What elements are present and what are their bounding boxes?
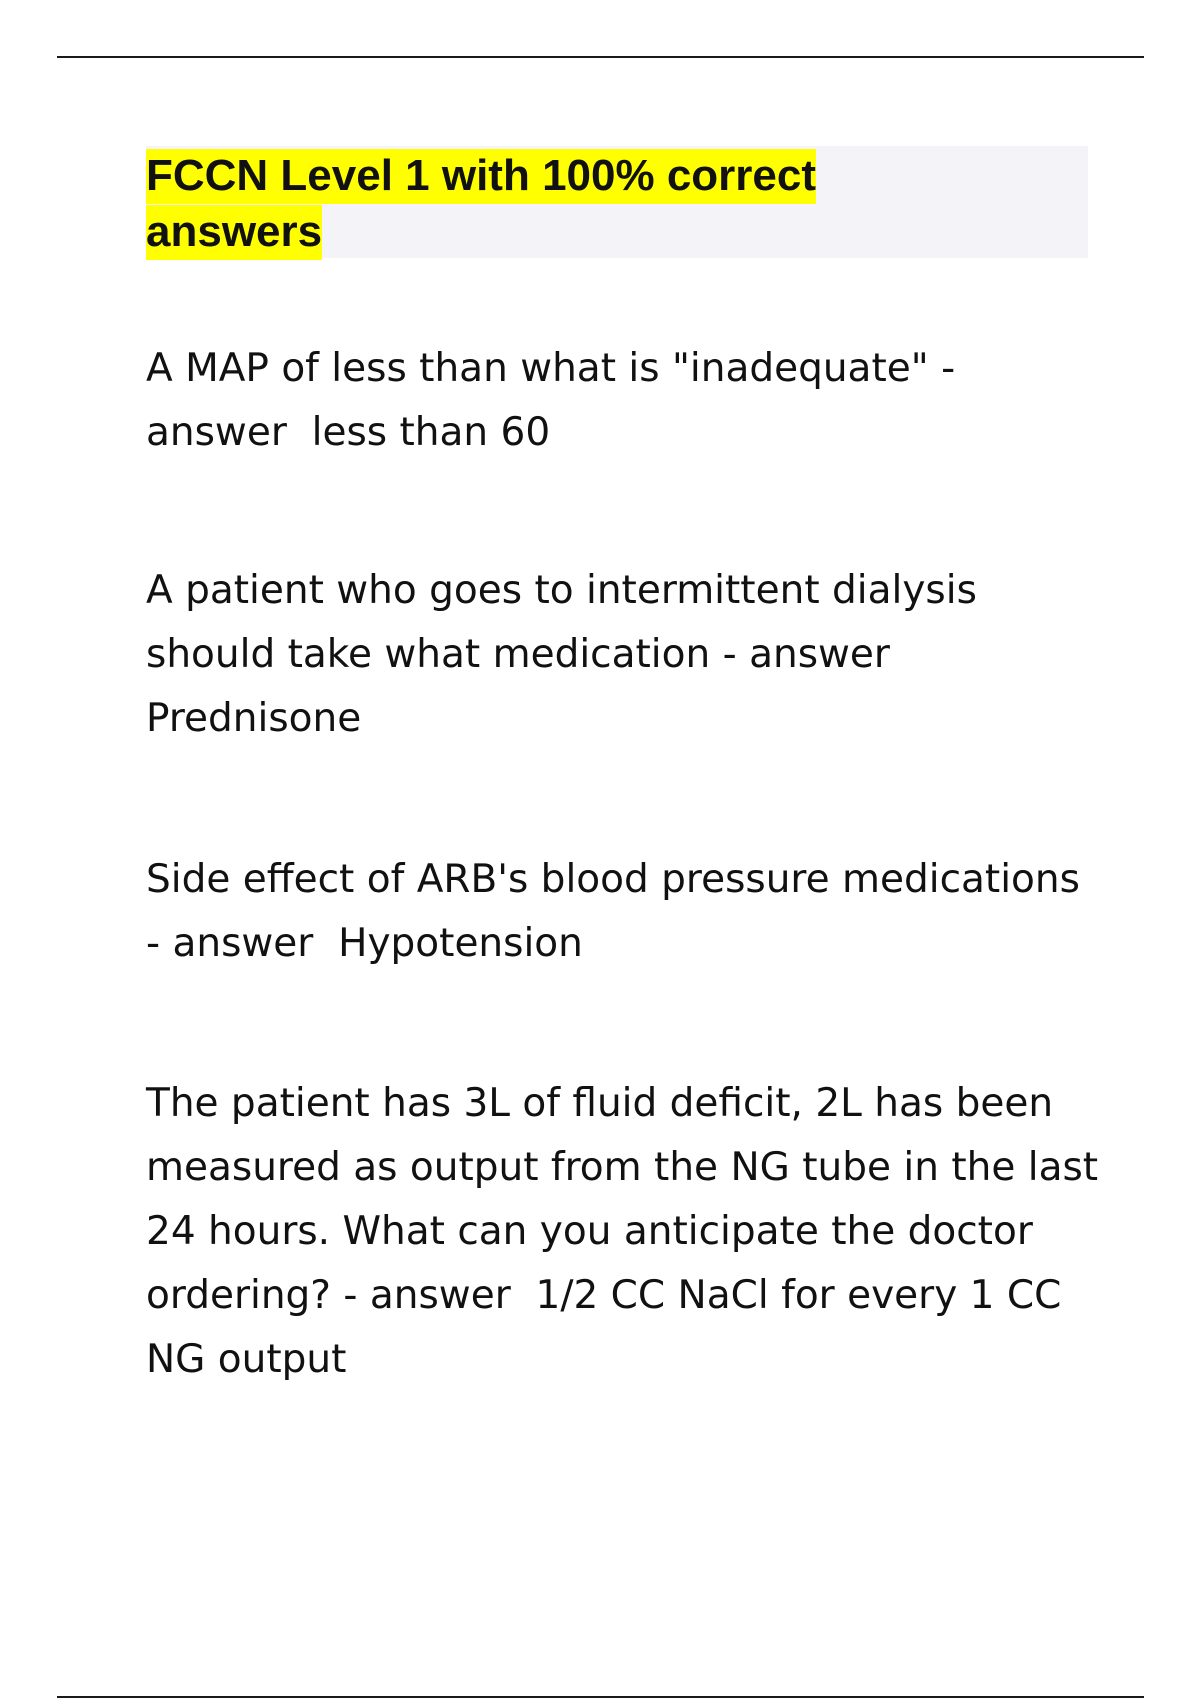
qa-item-4: The patient has 3L of fluid deficit, 2L has been measured as output from the NG tube in the last 24 hours. What can you anticipate the doctor ordering? - answer 1/2 CC NaCl for every 1 CC NG output xyxy=(146,1081,1111,1382)
qa-item-2: A patient who goes to intermittent dialysis should take what medication - answer Prednisone xyxy=(146,568,990,741)
document-title xyxy=(146,148,926,260)
qa-item-1: A MAP of less than what is "inadequate" - answer less than 60 xyxy=(146,346,968,455)
qa-item-3: Side effect of ARB's blood pressure medications - answer Hypotension xyxy=(146,857,1093,966)
bottom-divider xyxy=(57,1696,1144,1698)
title-highlight: FCCN Level 1 with 100% correct answers xyxy=(146,149,816,260)
top-divider xyxy=(57,56,1144,58)
